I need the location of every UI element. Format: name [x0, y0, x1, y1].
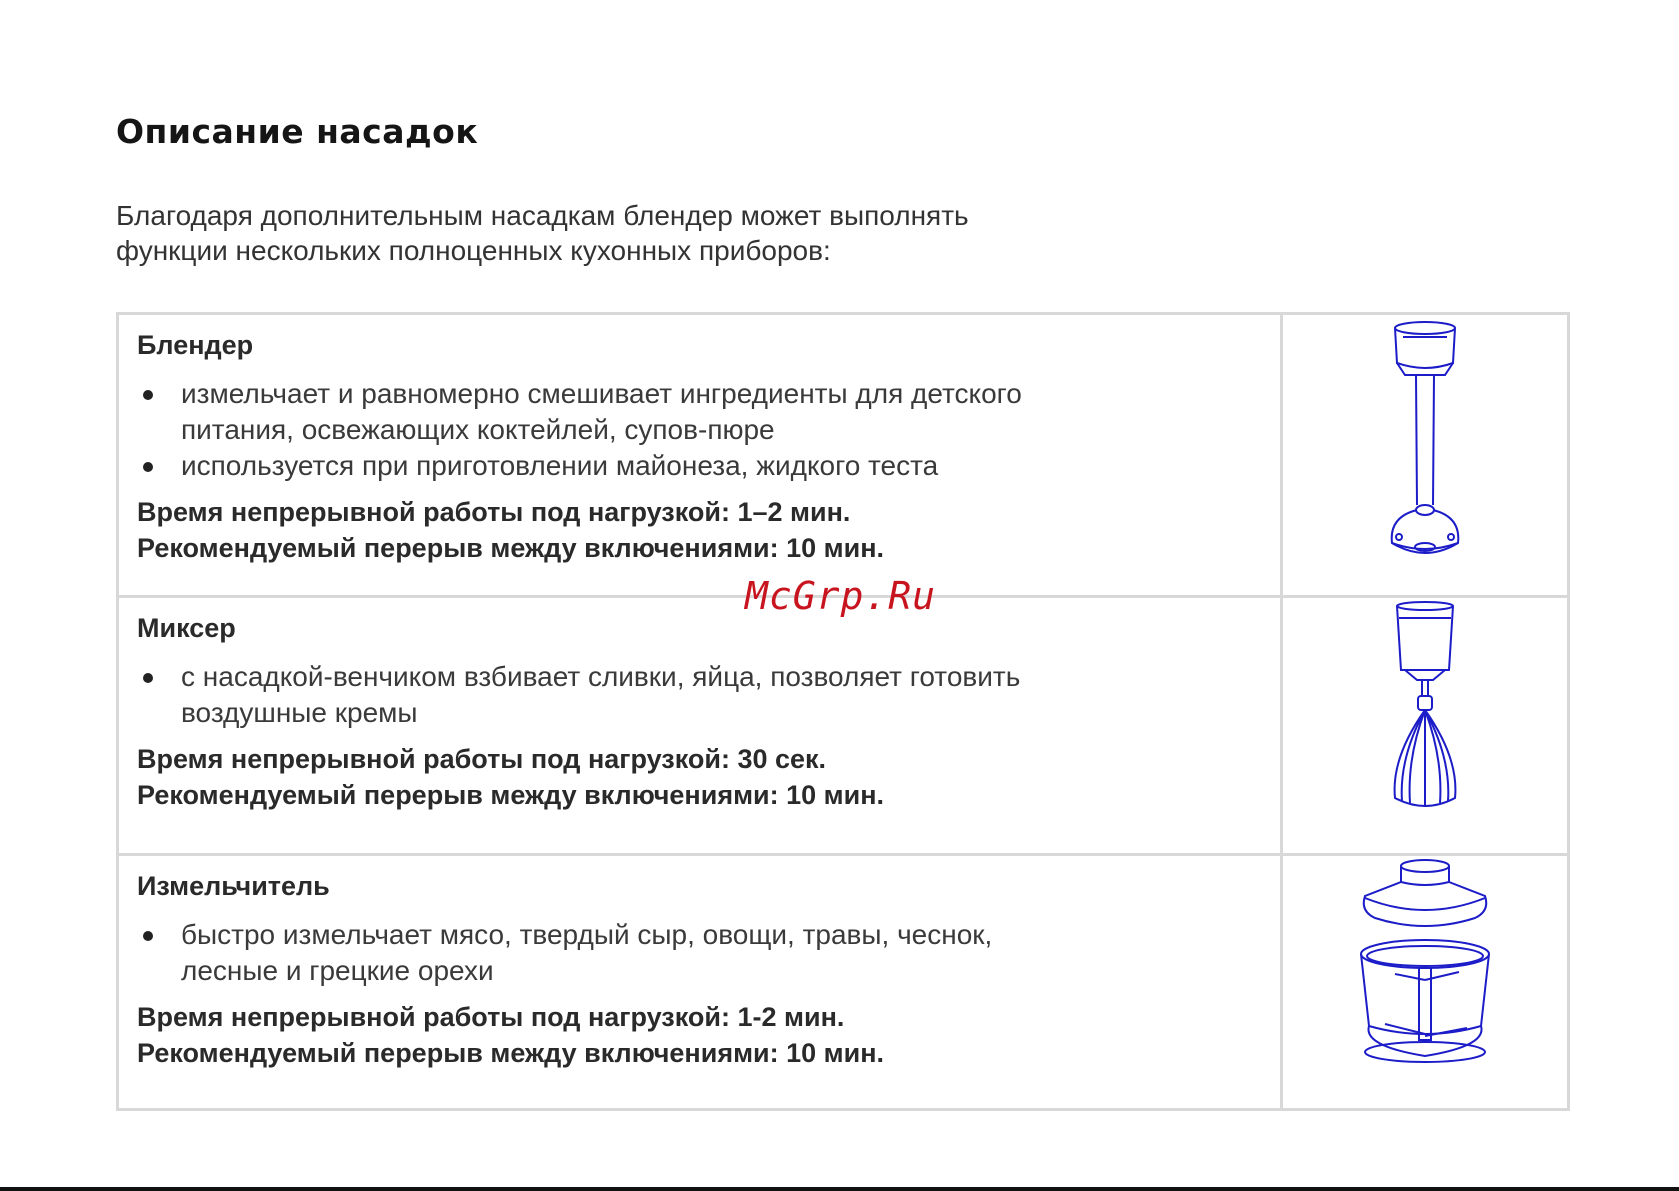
intro-line: Благодаря дополнительным насадкам блендер может выполнять [116, 200, 969, 231]
feature-line: с насадкой-венчиком взбивает сливки, яйца, позволяет готовить [181, 661, 1021, 692]
attachment-description [118, 597, 1282, 855]
work-time: Время непрерывной работы под нагрузкой: 30 сек. [137, 744, 827, 774]
attachments-table [116, 312, 1570, 1111]
feature-item [137, 659, 1262, 731]
attachment-description [118, 855, 1282, 1110]
feature-line: измельчает и равномерно смешивает ингредиенты для детского [181, 378, 1022, 409]
attachment-row-chopper [118, 855, 1569, 1110]
feature-item [137, 376, 1262, 448]
feature-line: используется при приготовлении майонеза, жидкого теста [181, 450, 939, 481]
chopper-attachment-icon [1355, 856, 1495, 1076]
watermark: McGrp.Ru [745, 574, 937, 618]
feature-list [137, 659, 1262, 731]
attachment-title: Блендер [137, 330, 254, 360]
intro-text [116, 198, 1116, 268]
attachment-image-cell [1282, 855, 1569, 1110]
attachment-image-cell [1282, 597, 1569, 855]
attachment-description [118, 314, 1282, 597]
blender-attachment-icon [1375, 315, 1475, 565]
attachment-title: Измельчитель [137, 871, 330, 901]
bottom-divider [0, 1187, 1679, 1191]
whisk-attachment-icon [1385, 598, 1465, 813]
attachment-image-cell [1282, 314, 1569, 597]
page-title: Описание насадок [116, 112, 479, 151]
feature-item [137, 448, 1262, 484]
feature-line: воздушные кремы [181, 697, 418, 728]
pause-time: Рекомендуемый перерыв между включениями: 10 мин. [137, 1038, 885, 1068]
feature-list [137, 376, 1262, 484]
intro-line: функции нескольких полноценных кухонных приборов: [116, 235, 831, 266]
feature-line: питания, освежающих коктейлей, супов-пюре [181, 414, 775, 445]
work-time: Время непрерывной работы под нагрузкой: 1–2 мин. [137, 497, 851, 527]
pause-time: Рекомендуемый перерыв между включениями: 10 мин. [137, 533, 885, 563]
attachment-title: Миксер [137, 613, 236, 643]
feature-list [137, 917, 1262, 989]
attachment-row-mixer [118, 597, 1569, 855]
feature-item [137, 917, 1262, 989]
feature-line: лесные и грецкие орехи [181, 955, 494, 986]
pause-time: Рекомендуемый перерыв между включениями: 10 мин. [137, 780, 885, 810]
feature-line: быстро измельчает мясо, твердый сыр, овощи, травы, чеснок, [181, 919, 993, 950]
attachment-row-blender [118, 314, 1569, 597]
work-time: Время непрерывной работы под нагрузкой: 1-2 мин. [137, 1002, 845, 1032]
